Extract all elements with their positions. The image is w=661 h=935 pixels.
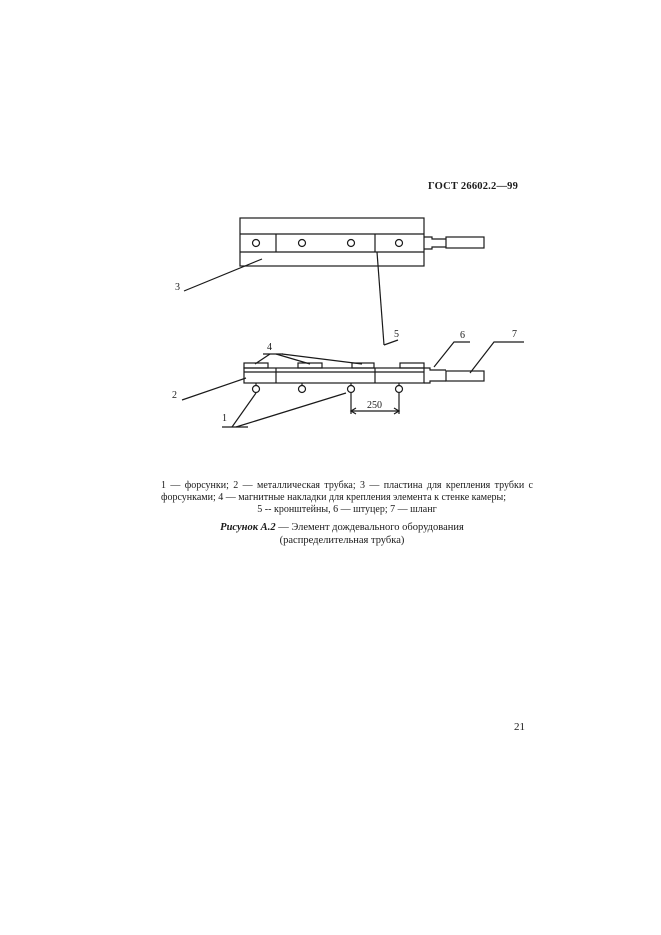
- legend-line-2: форсунками; 4 — магнитные накладки для крепления элемента к стенке камеры;: [161, 492, 507, 503]
- callout-3: 3: [175, 282, 180, 293]
- page-header: ГОСТ 26602.2—99: [428, 181, 519, 192]
- figure-caption-text: — Элемент дождевального оборудования: [275, 522, 464, 533]
- callout-7: 7: [512, 329, 517, 340]
- figure-legend: [161, 480, 533, 516]
- screw-3: [348, 240, 355, 247]
- figure-label: Рисунок А.2: [220, 522, 276, 533]
- callout-6: 6: [460, 330, 465, 341]
- pipe-side-view: [244, 368, 424, 383]
- legend-line-3: 5 -- кронштейны, 6 — штуцер; 7 — шланг: [257, 504, 437, 515]
- callout-4: 4: [267, 342, 272, 353]
- nozzle-4: [396, 383, 403, 393]
- magnetic-pad-4: [400, 363, 424, 368]
- legend-line-1: 1 — форсунки; 2 — металлическая трубка; 3 — пластина для крепления трубки с: [161, 480, 533, 491]
- figure-caption: [150, 521, 534, 547]
- nozzle-1: [253, 383, 260, 393]
- figure-caption-line-2: (распределительная трубка): [279, 535, 405, 546]
- callout-1: 1: [222, 413, 227, 424]
- callout-5: 5: [394, 329, 399, 340]
- hose-top-view: [446, 237, 484, 248]
- screw-1: [253, 240, 260, 247]
- screw-2: [299, 240, 306, 247]
- screw-4: [396, 240, 403, 247]
- dimension-label: 250: [367, 400, 382, 411]
- nozzle-3: [348, 383, 355, 393]
- nozzle-2: [299, 383, 306, 393]
- plate-top-view: [240, 218, 424, 266]
- hose-side-view: [446, 371, 484, 381]
- callout-2: 2: [172, 390, 177, 401]
- page-number: 21: [514, 721, 525, 733]
